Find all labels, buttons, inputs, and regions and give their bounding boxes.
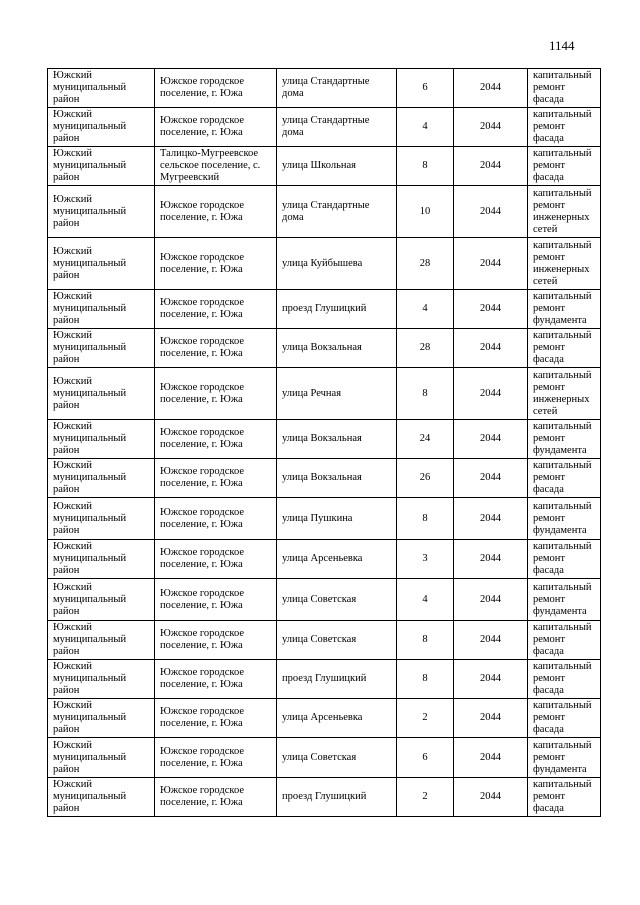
repair-schedule-table (47, 68, 601, 817)
district-cell: Южский муниципальный район (48, 108, 155, 147)
work-type-cell: капитальный ремонт инженерных сетей (528, 368, 601, 420)
settlement-cell: Южское городское поселение, г. Южа (155, 778, 277, 817)
work-type-cell: капитальный ремонт фундамента (528, 498, 601, 540)
street-cell: улица Пушкина (277, 498, 397, 540)
work-type-cell: капитальный ремонт фасада (528, 540, 601, 579)
work-type-cell: капитальный ремонт фасада (528, 147, 601, 186)
year-cell: 2044 (454, 778, 528, 817)
street-cell: проезд Глушицкий (277, 290, 397, 329)
house-number-cell: 28 (397, 329, 454, 368)
year-cell: 2044 (454, 621, 528, 660)
street-cell: улица Вокзальная (277, 420, 397, 459)
house-number-cell: 2 (397, 778, 454, 817)
district-cell: Южский муниципальный район (48, 579, 155, 621)
year-cell: 2044 (454, 660, 528, 699)
page-number: 1144 (549, 38, 575, 53)
district-cell: Южский муниципальный район (48, 660, 155, 699)
district-cell: Южский муниципальный район (48, 699, 155, 738)
district-cell: Южский муниципальный район (48, 290, 155, 329)
street-cell: улица Вокзальная (277, 329, 397, 368)
table-row (48, 368, 601, 420)
table-row (48, 699, 601, 738)
street-cell: улица Школьная (277, 147, 397, 186)
work-type-cell: капитальный ремонт фасада (528, 778, 601, 817)
table-row (48, 498, 601, 540)
house-number-cell: 3 (397, 540, 454, 579)
district-cell: Южский муниципальный район (48, 69, 155, 108)
year-cell: 2044 (454, 699, 528, 738)
district-cell: Южский муниципальный район (48, 621, 155, 660)
settlement-cell: Талицко-Мугреевское сельское поселение, с. Мугреевский (155, 147, 277, 186)
street-cell: улица Куйбышева (277, 238, 397, 290)
work-type-cell: капитальный ремонт фундамента (528, 290, 601, 329)
table-row (48, 420, 601, 459)
settlement-cell: Южское городское поселение, г. Южа (155, 540, 277, 579)
district-cell: Южский муниципальный район (48, 778, 155, 817)
settlement-cell: Южское городское поселение, г. Южа (155, 621, 277, 660)
district-cell: Южский муниципальный район (48, 238, 155, 290)
street-cell: улица Стандартные дома (277, 186, 397, 238)
table-row (48, 238, 601, 290)
work-type-cell: капитальный ремонт фундамента (528, 420, 601, 459)
house-number-cell: 2 (397, 699, 454, 738)
year-cell: 2044 (454, 738, 528, 778)
year-cell: 2044 (454, 69, 528, 108)
settlement-cell: Южское городское поселение, г. Южа (155, 69, 277, 108)
street-cell: улица Советская (277, 579, 397, 621)
settlement-cell: Южское городское поселение, г. Южа (155, 186, 277, 238)
table-row (48, 621, 601, 660)
house-number-cell: 4 (397, 579, 454, 621)
work-type-cell: капитальный ремонт фасада (528, 329, 601, 368)
table-row (48, 290, 601, 329)
work-type-cell: капитальный ремонт фасада (528, 459, 601, 498)
year-cell: 2044 (454, 147, 528, 186)
street-cell: улица Речная (277, 368, 397, 420)
house-number-cell: 28 (397, 238, 454, 290)
table-row (48, 778, 601, 817)
year-cell: 2044 (454, 108, 528, 147)
district-cell: Южский муниципальный район (48, 540, 155, 579)
year-cell: 2044 (454, 459, 528, 498)
year-cell: 2044 (454, 368, 528, 420)
work-type-cell: капитальный ремонт фасада (528, 699, 601, 738)
house-number-cell: 4 (397, 108, 454, 147)
year-cell: 2044 (454, 238, 528, 290)
house-number-cell: 8 (397, 368, 454, 420)
district-cell: Южский муниципальный район (48, 147, 155, 186)
work-type-cell: капитальный ремонт фасада (528, 108, 601, 147)
settlement-cell: Южское городское поселение, г. Южа (155, 498, 277, 540)
district-cell: Южский муниципальный район (48, 459, 155, 498)
table-row (48, 186, 601, 238)
street-cell: проезд Глушицкий (277, 660, 397, 699)
year-cell: 2044 (454, 290, 528, 329)
street-cell: улица Советская (277, 738, 397, 778)
house-number-cell: 8 (397, 147, 454, 186)
year-cell: 2044 (454, 420, 528, 459)
district-cell: Южский муниципальный район (48, 498, 155, 540)
table-row (48, 459, 601, 498)
work-type-cell: капитальный ремонт инженерных сетей (528, 186, 601, 238)
table-row (48, 108, 601, 147)
house-number-cell: 10 (397, 186, 454, 238)
settlement-cell: Южское городское поселение, г. Южа (155, 699, 277, 738)
house-number-cell: 6 (397, 69, 454, 108)
settlement-cell: Южское городское поселение, г. Южа (155, 238, 277, 290)
district-cell: Южский муниципальный район (48, 329, 155, 368)
district-cell: Южский муниципальный район (48, 186, 155, 238)
district-cell: Южский муниципальный район (48, 368, 155, 420)
table-body (48, 69, 601, 817)
settlement-cell: Южское городское поселение, г. Южа (155, 738, 277, 778)
settlement-cell: Южское городское поселение, г. Южа (155, 368, 277, 420)
work-type-cell: капитальный ремонт фасада (528, 69, 601, 108)
table-row (48, 329, 601, 368)
work-type-cell: капитальный ремонт фасада (528, 660, 601, 699)
settlement-cell: Южское городское поселение, г. Южа (155, 290, 277, 329)
work-type-cell: капитальный ремонт фундамента (528, 738, 601, 778)
settlement-cell: Южское городское поселение, г. Южа (155, 579, 277, 621)
street-cell: улица Стандартные дома (277, 108, 397, 147)
house-number-cell: 8 (397, 621, 454, 660)
work-type-cell: капитальный ремонт инженерных сетей (528, 238, 601, 290)
year-cell: 2044 (454, 579, 528, 621)
settlement-cell: Южское городское поселение, г. Южа (155, 329, 277, 368)
table-row (48, 540, 601, 579)
settlement-cell: Южское городское поселение, г. Южа (155, 459, 277, 498)
district-cell: Южский муниципальный район (48, 420, 155, 459)
street-cell: улица Советская (277, 621, 397, 660)
table-row (48, 738, 601, 778)
year-cell: 2044 (454, 498, 528, 540)
year-cell: 2044 (454, 540, 528, 579)
settlement-cell: Южское городское поселение, г. Южа (155, 108, 277, 147)
street-cell: проезд Глушицкий (277, 778, 397, 817)
street-cell: улица Вокзальная (277, 459, 397, 498)
house-number-cell: 4 (397, 290, 454, 329)
district-cell: Южский муниципальный район (48, 738, 155, 778)
table-row (48, 660, 601, 699)
year-cell: 2044 (454, 186, 528, 238)
settlement-cell: Южское городское поселение, г. Южа (155, 660, 277, 699)
house-number-cell: 6 (397, 738, 454, 778)
table-row (48, 579, 601, 621)
house-number-cell: 26 (397, 459, 454, 498)
house-number-cell: 24 (397, 420, 454, 459)
work-type-cell: капитальный ремонт фундамента (528, 579, 601, 621)
table-row (48, 147, 601, 186)
street-cell: улица Арсеньевка (277, 540, 397, 579)
house-number-cell: 8 (397, 498, 454, 540)
house-number-cell: 8 (397, 660, 454, 699)
table-row (48, 69, 601, 108)
street-cell: улица Арсеньевка (277, 699, 397, 738)
work-type-cell: капитальный ремонт фасада (528, 621, 601, 660)
settlement-cell: Южское городское поселение, г. Южа (155, 420, 277, 459)
year-cell: 2044 (454, 329, 528, 368)
street-cell: улица Стандартные дома (277, 69, 397, 108)
